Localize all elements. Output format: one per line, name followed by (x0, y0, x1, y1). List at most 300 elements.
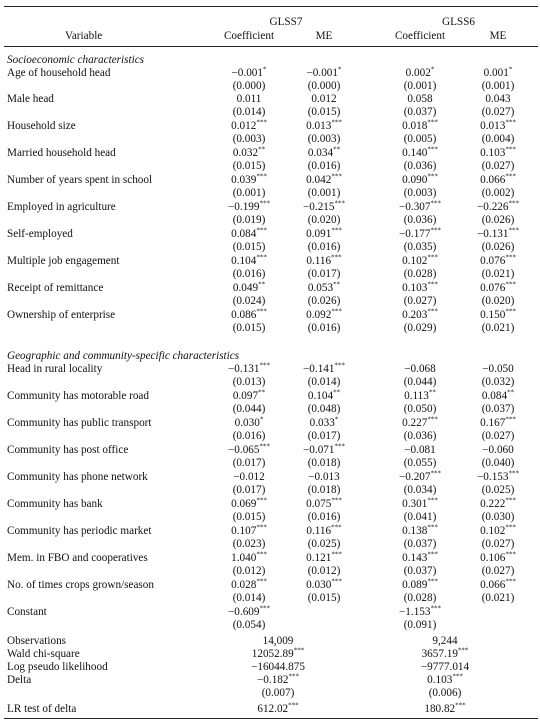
stderr-col3-value: (0.027) (403, 295, 437, 307)
significance-stars: * (508, 65, 513, 74)
stderr-col3-value: (0.037) (403, 106, 437, 118)
stderr-col3-value: (0.035) (403, 241, 437, 253)
stderr-col1 (214, 538, 284, 551)
stderr-col2-value: (0.012) (307, 565, 341, 577)
coef-col3 (386, 120, 454, 133)
coef-col4 (465, 255, 531, 268)
coef-col2-value: −0.013 (308, 471, 340, 483)
stderr-col1-value: (0.015) (232, 160, 266, 172)
stderr-col2-value: (0.018) (307, 484, 341, 496)
significance-stars: *** (427, 415, 438, 424)
significance-stars: *** (259, 604, 270, 613)
stderr-col4-value: (0.027) (481, 430, 515, 442)
summary-glss6-value: 9,244 (432, 635, 458, 647)
row-label: Number of years spent in school (7, 174, 153, 186)
stderr-col3 (386, 511, 454, 524)
coef-col1 (214, 201, 284, 214)
stderr-col1-value: (0.012) (232, 565, 266, 577)
stderr-col3 (386, 619, 454, 632)
coef-col1 (214, 309, 284, 322)
coef-col4-value: −0.060 (482, 444, 514, 456)
significance-stars: *** (427, 253, 438, 262)
stderr-col1-value: (0.000) (232, 80, 266, 92)
coef-col2-value: −0.071 (303, 444, 335, 456)
stderr-col1 (214, 511, 284, 524)
stderr-col2 (290, 241, 358, 254)
row-label: Multiple job engagement (7, 255, 120, 267)
coef-col2-value: 0.053 (307, 282, 334, 294)
coef-col4-value: 0.102 (480, 525, 506, 537)
significance-stars: *** (430, 469, 441, 478)
stderr-col3-value: (0.036) (403, 160, 437, 172)
stderr-col3 (386, 268, 454, 281)
stderr-col2-value: (0.015) (307, 106, 341, 118)
row-label: Mem. in FBO and cooperatives (7, 552, 148, 564)
summary-glss7 (238, 661, 318, 674)
coef-col4 (465, 147, 531, 160)
coef-col1 (214, 579, 284, 592)
coef-col2 (290, 417, 358, 430)
stderr-col1 (214, 484, 284, 497)
coef-col4-value: 0.076 (480, 255, 506, 267)
coef-col4 (465, 579, 531, 592)
stderr-col2-value: (0.018) (307, 457, 341, 469)
coef-col2 (290, 147, 358, 160)
stderr-col4 (465, 592, 531, 605)
coef-col1-value: 0.069 (231, 498, 257, 510)
summary-glss7 (238, 635, 318, 648)
stderr-col2-value: (0.001) (307, 187, 341, 199)
stderr-col3 (386, 565, 454, 578)
coef-col2-value: 0.030 (306, 579, 332, 591)
coef-col4 (465, 390, 531, 403)
significance-stars: ** (333, 280, 341, 289)
significance-stars: *** (331, 496, 342, 505)
summary-glss7 (238, 687, 318, 700)
coef-col3 (386, 390, 454, 403)
stderr-col3-value: (0.041) (403, 511, 437, 523)
coef-col2 (290, 174, 358, 187)
coef-col4 (465, 363, 531, 376)
stderr-col3 (386, 403, 454, 416)
significance-stars: *** (508, 199, 519, 208)
stderr-col1-value: (0.044) (232, 403, 266, 415)
coef-col4 (465, 417, 531, 430)
significance-stars: *** (452, 672, 463, 681)
row-label: Community has phone network (7, 471, 148, 483)
stderr-col2 (290, 403, 358, 416)
summary-glss6 (405, 674, 485, 687)
significance-stars: *** (334, 442, 345, 451)
header-coefficient-glss6: Coefficient (394, 30, 446, 42)
coef-col4 (465, 525, 531, 538)
stderr-col4-value: (0.025) (481, 484, 515, 496)
coef-col1 (214, 363, 284, 376)
stderr-col1 (214, 322, 284, 335)
significance-stars: *** (505, 550, 516, 559)
coef-col3 (386, 525, 454, 538)
coef-col4-value: −0.226 (477, 201, 509, 213)
stderr-col3 (386, 430, 454, 443)
summary-label: Observations (7, 635, 67, 647)
coef-col3 (386, 255, 454, 268)
summary-glss7-value: (0.007) (261, 687, 295, 699)
coef-col3-value: 0.103 (402, 282, 428, 294)
coef-col2 (290, 579, 358, 592)
stderr-col2-value: (0.016) (307, 511, 341, 523)
significance-stars: *** (331, 550, 342, 559)
coef-col2-value: −0.001 (306, 67, 338, 79)
coef-col4-value: −0.050 (482, 363, 514, 375)
stderr-col1 (214, 80, 284, 93)
summary-glss7 (238, 703, 318, 716)
summary-glss6-value: 180.82 (424, 703, 456, 715)
stderr-col1-value: (0.014) (232, 592, 266, 604)
row-label: Self-employed (7, 228, 73, 240)
coef-col4 (465, 201, 531, 214)
stderr-col3 (386, 133, 454, 146)
stderr-col4-value: (0.020) (481, 295, 515, 307)
stderr-col3 (386, 484, 454, 497)
significance-stars: *** (427, 577, 438, 586)
stderr-col1 (214, 160, 284, 173)
significance-stars: *** (293, 646, 305, 655)
coef-col4-value: 0.150 (480, 309, 506, 321)
coef-col2-value: 0.013 (306, 120, 332, 132)
coef-col2-value: −0.215 (303, 201, 335, 213)
stderr-col2-value: (0.048) (307, 403, 341, 415)
coef-col4 (465, 309, 531, 322)
stderr-col3-value: (0.044) (403, 376, 437, 388)
coef-col2 (290, 525, 358, 538)
summary-glss6-value: 0.103 (427, 674, 453, 686)
stderr-col4 (465, 80, 531, 93)
row-label: Community has public transport (7, 417, 152, 429)
stderr-col3-value: (0.037) (403, 565, 437, 577)
significance-stars: *** (334, 361, 345, 370)
coef-col3-value: 0.090 (402, 174, 428, 186)
stderr-col2 (290, 322, 358, 335)
stderr-col1 (214, 619, 284, 632)
stderr-col3-value: (0.003) (403, 187, 437, 199)
summary-glss7-value: 612.02 (257, 703, 289, 715)
stderr-col4 (465, 133, 531, 146)
coef-col2-value: 0.091 (306, 228, 332, 240)
stderr-col1-value: (0.017) (232, 484, 266, 496)
row-label: Married household head (7, 147, 116, 159)
coef-col1-value: 1.040 (231, 552, 257, 564)
stderr-col2-value: (0.025) (307, 538, 341, 550)
stderr-col2-value: (0.017) (307, 430, 341, 442)
stderr-col2 (290, 376, 358, 389)
section-geographic-title: Geographic and community-specific characteristics (7, 350, 240, 362)
coef-col2-value: 0.104 (307, 390, 334, 402)
significance-stars: ** (333, 388, 341, 397)
significance-stars: *** (331, 523, 342, 532)
stderr-col4-value: (0.026) (481, 214, 515, 226)
significance-stars: *** (259, 442, 270, 451)
significance-stars: *** (256, 307, 267, 316)
coef-col2 (290, 67, 358, 80)
significance-stars: *** (256, 496, 267, 505)
coef-col2-value: 0.042 (306, 174, 332, 186)
summary-glss6 (405, 661, 485, 674)
stderr-col4-value: (0.002) (481, 187, 515, 199)
summary-glss7-value: 12052.89 (251, 648, 294, 660)
significance-stars: *** (256, 118, 267, 127)
summary-glss7-value: 14,009 (262, 635, 294, 647)
coef-col2 (290, 444, 358, 457)
row-label: Male head (7, 93, 54, 105)
header-coefficient-glss7: Coefficient (223, 30, 275, 42)
coef-col2 (290, 201, 358, 214)
stderr-col3-value: (0.036) (403, 214, 437, 226)
coef-col4-value: 0.106 (480, 552, 506, 564)
stderr-col3 (386, 214, 454, 227)
summary-glss6 (405, 635, 485, 648)
stderr-col1 (214, 214, 284, 227)
coef-col3 (386, 201, 454, 214)
stderr-col1-value: (0.015) (232, 322, 266, 334)
significance-stars: *** (505, 307, 516, 316)
coef-col4-value: 0.084 (481, 390, 508, 402)
coef-col1-value: 0.028 (231, 579, 257, 591)
stderr-col1 (214, 187, 284, 200)
coef-col1-value: 0.084 (231, 228, 257, 240)
row-label: Age of household head (7, 67, 111, 79)
coef-col3-value: 0.102 (402, 255, 428, 267)
significance-stars: *** (259, 361, 270, 370)
coef-col1-value: 0.107 (231, 525, 257, 537)
stderr-col4-value: (0.027) (481, 106, 515, 118)
coef-col4-value: 0.066 (480, 579, 506, 591)
coef-col4-value: −0.131 (477, 228, 509, 240)
coef-col4 (465, 282, 531, 295)
coef-col4-value: 0.076 (480, 282, 506, 294)
significance-stars: * (262, 65, 267, 74)
coef-col1-value: 0.011 (236, 93, 262, 105)
coef-col3-value: −0.081 (404, 444, 436, 456)
summary-glss7-value: −0.182 (257, 674, 289, 686)
stderr-col2-value: (0.000) (307, 80, 341, 92)
coef-col1-value: 0.049 (232, 282, 259, 294)
coef-col2-value: 0.121 (306, 552, 332, 564)
summary-glss6-value: (0.006) (428, 687, 462, 699)
stderr-col4-value: (0.026) (481, 241, 515, 253)
coef-col4 (465, 67, 531, 80)
summary-glss7-value: −16044.875 (251, 661, 305, 673)
stderr-col1-value: (0.054) (232, 619, 266, 631)
stderr-col1-value: (0.016) (232, 268, 266, 280)
stderr-col4 (465, 484, 531, 497)
stderr-col1 (214, 268, 284, 281)
stderr-col4-value: (0.027) (481, 565, 515, 577)
coef-col1-value: −0.065 (228, 444, 260, 456)
stderr-col1-value: (0.013) (232, 376, 266, 388)
stderr-col4 (465, 160, 531, 173)
coef-col2-value: 0.116 (306, 525, 332, 537)
coef-col1-value: −0.131 (228, 363, 260, 375)
stderr-col4 (465, 457, 531, 470)
stderr-col1-value: (0.003) (232, 133, 266, 145)
stderr-col3 (386, 295, 454, 308)
coef-col2 (290, 498, 358, 511)
coef-col1 (214, 228, 284, 241)
coef-col4 (465, 174, 531, 187)
stderr-col4-value: (0.021) (481, 322, 515, 334)
stderr-col2-value: (0.020) (307, 214, 341, 226)
stderr-col4-value: (0.032) (481, 376, 515, 388)
coef-col1-value: 0.030 (234, 417, 260, 429)
header-rule (4, 46, 538, 47)
coef-col2-value: 0.075 (306, 498, 332, 510)
coef-col1 (214, 444, 284, 457)
stderr-col4-value: (0.021) (481, 592, 515, 604)
significance-stars: *** (331, 226, 342, 235)
stderr-col2 (290, 160, 358, 173)
coef-col2-value: −0.141 (303, 363, 335, 375)
row-label: Household size (7, 120, 76, 132)
stderr-col3-value: (0.036) (403, 430, 437, 442)
coef-col2 (290, 471, 358, 484)
significance-stars: *** (455, 701, 466, 710)
stderr-col3-value: (0.005) (403, 133, 437, 145)
stderr-col2 (290, 268, 358, 281)
stderr-col4-value: (0.037) (481, 403, 515, 415)
stderr-col3 (386, 538, 454, 551)
stderr-col4-value: (0.040) (481, 457, 515, 469)
coef-col4-value: 0.066 (480, 174, 506, 186)
coef-col1-value: −0.001 (231, 67, 263, 79)
coef-col2 (290, 552, 358, 565)
coef-col4 (465, 444, 531, 457)
summary-glss6 (405, 648, 485, 661)
row-label: Community has motorable road (7, 390, 149, 402)
coef-col4-value: −0.153 (477, 471, 509, 483)
stderr-col3-value: (0.037) (403, 538, 437, 550)
coef-col1 (214, 282, 284, 295)
coef-col2 (290, 228, 358, 241)
stderr-col1 (214, 133, 284, 146)
coef-col1 (214, 525, 284, 538)
coef-col3-value: 0.113 (404, 390, 429, 402)
stderr-col2 (290, 484, 358, 497)
stderr-col3-value: (0.028) (403, 268, 437, 280)
coef-col3 (386, 93, 454, 106)
coef-col4-value: 0.043 (485, 93, 511, 105)
stderr-col4 (465, 268, 531, 281)
coef-col3-value: 0.138 (402, 525, 428, 537)
stderr-col4-value: (0.027) (481, 160, 515, 172)
stderr-col2 (290, 106, 358, 119)
coef-col3-value: 0.002 (405, 67, 431, 79)
coef-col3-value: −0.307 (399, 201, 431, 213)
stderr-col4 (465, 241, 531, 254)
stderr-col2 (290, 592, 358, 605)
stderr-col4 (465, 106, 531, 119)
coef-col1-value: 0.012 (231, 120, 257, 132)
stderr-col2 (290, 187, 358, 200)
stderr-col1 (214, 295, 284, 308)
coef-col3 (386, 309, 454, 322)
coef-col1 (214, 120, 284, 133)
coef-col2-value: 0.116 (306, 255, 332, 267)
row-label: Community has periodic market (7, 525, 152, 537)
summary-glss6-value: 3657.19 (421, 648, 458, 660)
coef-col3-value: 0.227 (402, 417, 428, 429)
coef-col3-value: −0.207 (399, 471, 431, 483)
stderr-col2 (290, 538, 358, 551)
stderr-col4 (465, 430, 531, 443)
significance-stars: *** (505, 172, 516, 181)
summary-label: Wald chi-square (7, 648, 80, 660)
coef-col2 (290, 120, 358, 133)
significance-stars: *** (427, 145, 438, 154)
header-me-glss6: ME (489, 30, 507, 42)
coef-col3 (386, 174, 454, 187)
coef-col1-value: 0.086 (231, 309, 257, 321)
stderr-col3 (386, 187, 454, 200)
coef-col3-value: 0.058 (407, 93, 433, 105)
stderr-col1-value: (0.024) (232, 295, 266, 307)
significance-stars: *** (288, 701, 299, 710)
significance-stars: *** (427, 523, 438, 532)
stderr-col3-value: (0.055) (403, 457, 437, 469)
coef-col2 (290, 390, 358, 403)
coef-col3-value: 0.140 (402, 147, 428, 159)
stderr-col4-value: (0.001) (481, 80, 515, 92)
stderr-col3-value: (0.091) (403, 619, 437, 631)
coef-col2 (290, 255, 358, 268)
significance-stars: * (430, 65, 435, 74)
significance-stars: * (334, 415, 339, 424)
coef-col4 (465, 93, 531, 106)
coef-col1 (214, 498, 284, 511)
significance-stars: *** (427, 280, 438, 289)
coef-col2-value: 0.034 (307, 147, 334, 159)
coef-col3 (386, 67, 454, 80)
stderr-col4 (465, 376, 531, 389)
stderr-col3 (386, 457, 454, 470)
coef-col2 (290, 309, 358, 322)
coef-col3-value: 0.018 (402, 120, 428, 132)
section-socioeconomic-title: Socioeconomic characteristics (7, 54, 145, 66)
coef-col4 (465, 120, 531, 133)
significance-stars: *** (427, 496, 438, 505)
stderr-col3-value: (0.029) (403, 322, 437, 334)
significance-stars: *** (457, 646, 469, 655)
stderr-col4-value: (0.030) (481, 511, 515, 523)
significance-stars: *** (505, 145, 516, 154)
stderr-col4 (465, 187, 531, 200)
significance-stars: ** (258, 145, 266, 154)
significance-stars: ** (258, 280, 266, 289)
summary-glss6 (405, 687, 485, 700)
significance-stars: *** (430, 226, 441, 235)
significance-stars: *** (256, 523, 267, 532)
coef-col4 (465, 498, 531, 511)
stderr-col4 (465, 565, 531, 578)
stderr-col2 (290, 457, 358, 470)
stderr-col3 (386, 106, 454, 119)
stderr-col2 (290, 511, 358, 524)
significance-stars: *** (508, 226, 519, 235)
coef-col4-value: 0.103 (480, 147, 506, 159)
significance-stars: *** (256, 577, 267, 586)
significance-stars: ** (333, 145, 341, 154)
coef-col1-value: −0.609 (228, 606, 260, 618)
significance-stars: *** (331, 172, 342, 181)
